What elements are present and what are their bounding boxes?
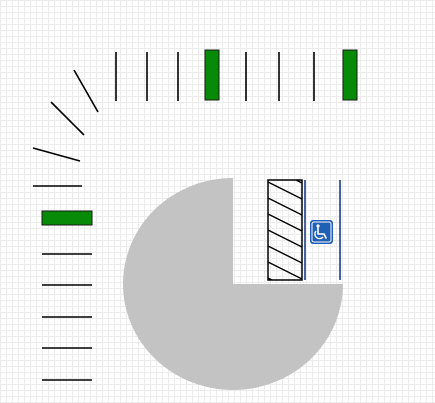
parking-space-free[interactable] — [51, 102, 84, 135]
accessible-stall[interactable] — [305, 180, 340, 280]
parking-space-occupied[interactable] — [42, 211, 92, 225]
parking-space-free[interactable] — [74, 70, 98, 112]
building — [123, 178, 343, 390]
parking-space-occupied[interactable] — [343, 50, 357, 100]
wheelchair-icon — [310, 220, 333, 244]
parking-space-occupied[interactable] — [205, 50, 219, 100]
parking-space-free[interactable] — [33, 148, 80, 161]
